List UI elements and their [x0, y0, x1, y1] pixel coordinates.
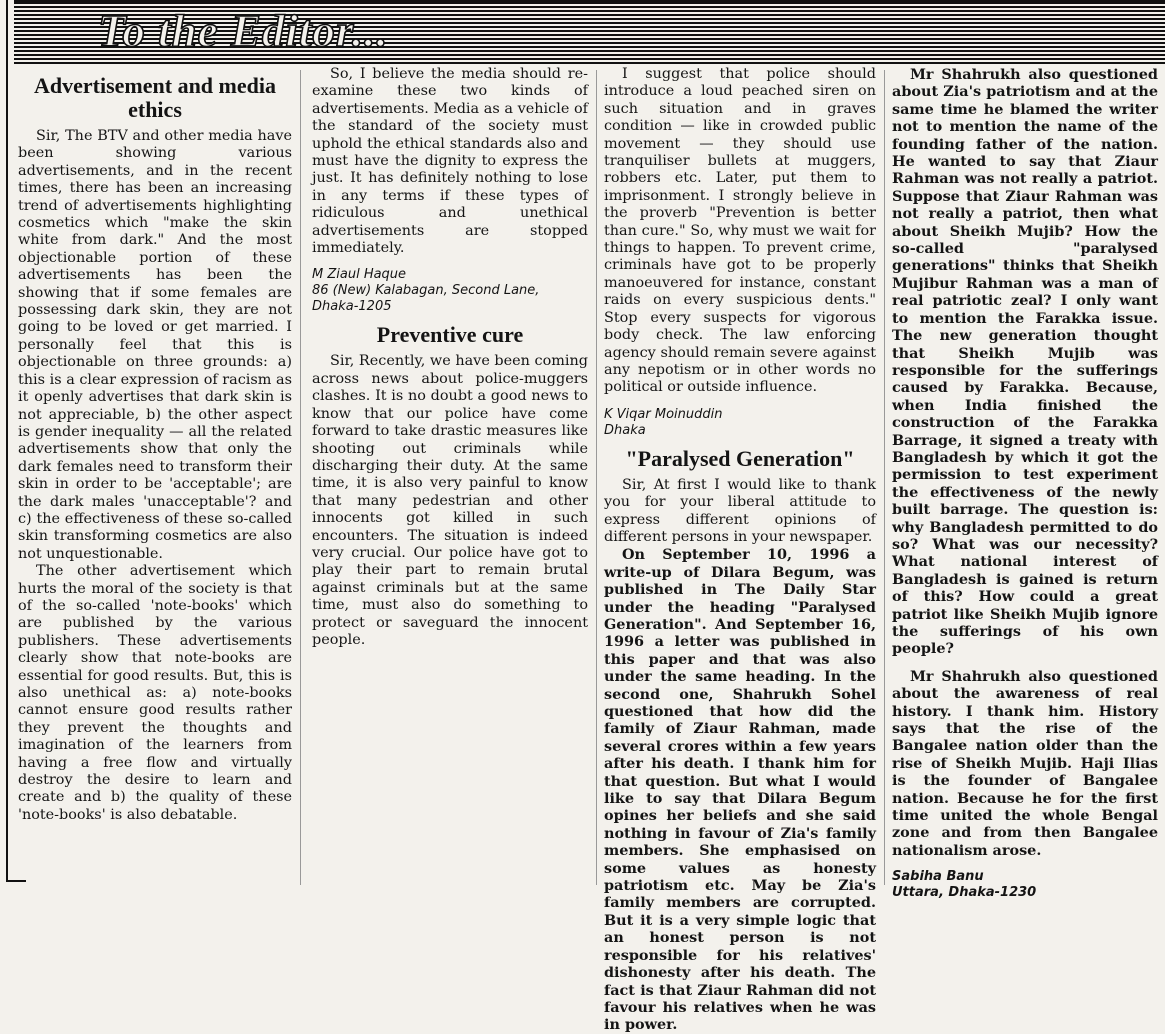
signature-name: M Ziaul Haque — [312, 267, 407, 283]
column-4 — [892, 66, 1158, 901]
letter-2-paragraph: Sir, Recently, we have been coming across news about police-muggers clashes. It is no doubt a good news to know that our police have come forward to take drastic measures like shooting out criminals while discharging their duty. At the same time, it is also very painful to know that many pedestrian and other innocents got killed in such encounters. The situation is indeed very crucial. Our police have got to play their part to remain brutal against criminals but at the same time, must also do something to protect or saveguard the innocent people. — [312, 353, 588, 648]
column-divider — [596, 70, 597, 885]
column-divider — [884, 70, 885, 885]
left-rule — [6, 0, 8, 882]
column-1 — [18, 66, 292, 896]
letter-3-paragraph: Mr Shahrukh also questioned about Zia's patriotism and at the same time he blamed the writer not to mention the name of the founding father of the nation. He wanted to say that Ziaur Rahman was not really a patriot. Suppose that Ziaur Rahman was not really a patriot, then what about Sheikh Mujib? How the so-called "paralysed generations" thinks that Sheikh Mujibur Rahman was a man of real patriotic zeal? I only want to mention the Farakka issue. The new generation thought that Sheikh Mujib was responsible for the sufferings caused by Farakka. Because, when India finished the construction of the Farakka Barrage, it signed a treaty with Bangladesh by which it got the permission to test experiment the effectiveness of the newly built barrage. The question is: why Bangladesh permitted to do so? What was our necessity? What national interest of Bangladesh is gained is return of this? How could a great patriot like Sheikh Mujib ignore the sufferings of his own people? — [892, 66, 1158, 658]
column-divider — [300, 70, 301, 885]
column-3 — [604, 66, 876, 1034]
signature-name: K Viqar Moinuddin — [604, 406, 723, 422]
signature-name: Sabiha Banu — [892, 869, 984, 885]
letter-2-paragraph: I suggest that police should introduce a loud peached siren on such situation and in graves condition — like in crowded public movement — they should use tranquiliser bullets at muggers, robbers etc. Later, put them to imprisonment. I strongly believe in the proverb "Prevention is better than cure." So, why must we wait for things to happen. To prevent crime, criminals have got to be properly manoeuvered for instance, constant raids on every suspicious dents." Stop every suspects for vigorous body check. The law enforcing agency should remain severe against any nepotism or in other words no political or outside influence. — [604, 66, 876, 396]
letter-2-signature — [604, 407, 876, 439]
signature-address: Dhaka — [604, 422, 646, 438]
letter-3-signature — [892, 869, 1158, 901]
letter-1-paragraph: The other advertisement which hurts the moral of the society is that of the so-called 'note-books' which are published by the various publishers. These advertisements clearly show that note-books are essential for good results. But, this is also unethical as: a) note-books cannot ensure good results rather they prevent the thoughts and imagination of the learners from having a free flow and virtually destroy the desire to learn and create and b) the quality of these 'note-books' is also debatable. — [18, 563, 292, 823]
column-2 — [312, 66, 588, 896]
letter-3-headline: "Paralysed Generation" — [625, 445, 855, 471]
header-banner — [14, 0, 1165, 64]
letter-3-paragraph: Mr Shahrukh also questioned about the awareness of real history. I thank him. History says that the rise of the Bangalee nation older than the rise of Sheikh Mujib. Haji Ilias is the founder of Bangalee nation. Because he for the first time united the whole Bengal zone and from then Bangalee nationalism arose. — [892, 667, 1158, 859]
letter-3-paragraph: Sir, At first I would like to thank you for your liberal attitude to express different opinions of different persons in your newspaper. — [604, 476, 876, 545]
signature-address: 86 (New) Kalabagan, Second Lane, Dhaka-1205 — [312, 283, 540, 315]
letter-1-headline: Advertisement and media ethics — [34, 73, 276, 122]
letter-1-signature — [312, 267, 588, 315]
page-title: To the Editor... — [98, 6, 389, 56]
letter-1-paragraph: So, I believe the media should re-examine these two kinds of advertisements. Media as a vehicle of the standard of the society must uphold the ethical standards also and must have the dignity to express the just. It has definitely nothing to lose in any terms if these types of ridiculous and unethical advertisements are stopped immediately. — [312, 66, 588, 257]
signature-address: Uttara, Dhaka-1230 — [892, 885, 1037, 901]
letter-2-headline: Preventive cure — [376, 322, 524, 348]
letter-1-paragraph: Sir, The BTV and other media have been showing various advertisements, and in the recent times, there has been an increasing trend of advertisements highlighting cosmetics which "make the skin white from dark." And the most objectionable portion of these advertisements has been the showing that if some females are possessing dark skin, they are not going to be loved or get married. I personally feel that this is objectionable on three grounds: a) this is a clear expression of racism as it openly advertises that dark skin is not appreciable, b) the other aspect is gender inequality — all the related advertisements show that only the dark females need to transform their skin in order to be 'acceptable'; are the dark males 'unacceptable'? and c) the effectiveness of these so-called skin transforming cosmetics are also not unquestionable. — [18, 128, 292, 562]
letter-3-paragraph: On September 10, 1996 a write-up of Dilara Begum, was published in The Daily Star under the heading "Paralysed Generation". And September 16, 1996 a letter was published in this paper and that was also under the same heading. In the second one, Shahrukh Sohel questioned that how did the family of Ziaur Rahman, made several crores within a few years after his death. I thank him for that question. But what I would like to say that Dilara Begum opines her beliefs and she said nothing in favour of Zia's family members. She emphasised on some values as honesty patriotism etc. May be Zia's family members are corrupted. But it is a very simple logic that an honest person is not responsible for his relatives' dishonesty after his death. The fact is that Ziaur Rahman did not favour his relatives when he was in power. — [604, 546, 876, 1034]
